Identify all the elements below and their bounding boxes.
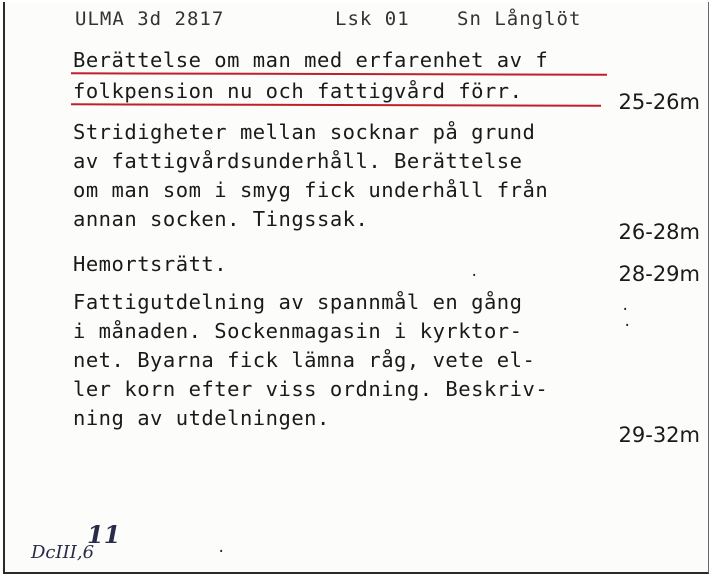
- entry-4-line-1: Fattigutdelning av spannmål en gång: [73, 290, 523, 314]
- entry-3-line-1: Hemortsrätt.: [73, 252, 228, 276]
- entry-1-line-1: Berättelse om man med erfarenhet av f: [73, 48, 549, 72]
- handwritten-card-number: 11: [87, 520, 121, 549]
- handwritten-classification: DcIII,6: [31, 542, 95, 563]
- red-underline-1: [71, 72, 607, 75]
- entry-2-pages: 26-28m: [618, 220, 700, 244]
- entry-2-line-1: Stridigheter mellan socknar på grund: [73, 120, 536, 144]
- entry-4-pages: 29-32m: [618, 423, 700, 447]
- parish-name: Sn Långlöt: [457, 8, 582, 30]
- stray-dot: ·: [623, 318, 632, 334]
- entry-1-line-2: folkpension nu och fattigvård förr.: [73, 79, 523, 103]
- stray-dot: .: [217, 540, 226, 556]
- district-code: Lsk 01: [335, 8, 410, 30]
- entry-4-line-4: ler korn efter viss ordning. Beskriv-: [73, 377, 549, 401]
- red-underline-2: [71, 103, 601, 106]
- entry-4-line-2: i månaden. Sockenmagasin i kyrktor-: [73, 319, 523, 343]
- entry-3-pages: 28-29m: [618, 262, 700, 286]
- entry-2-line-4: annan socken. Tingssak.: [73, 207, 369, 231]
- stray-dot: .: [621, 298, 630, 314]
- entry-4-line-3: net. Byarna fick lämna råg, vete el-: [73, 348, 536, 372]
- entry-1-pages: 25-26m: [618, 90, 700, 114]
- entry-2-line-2: av fattigvårdsunderhåll. Berättelse: [73, 149, 523, 173]
- archive-code: ULMA 3d 2817: [75, 8, 225, 30]
- stray-dot: .: [470, 264, 479, 280]
- entry-4-line-5: ning av utdelningen.: [73, 406, 330, 430]
- archive-index-card: [3, 2, 709, 574]
- entry-2-line-3: om man som i smyg fick underhåll från: [73, 178, 549, 202]
